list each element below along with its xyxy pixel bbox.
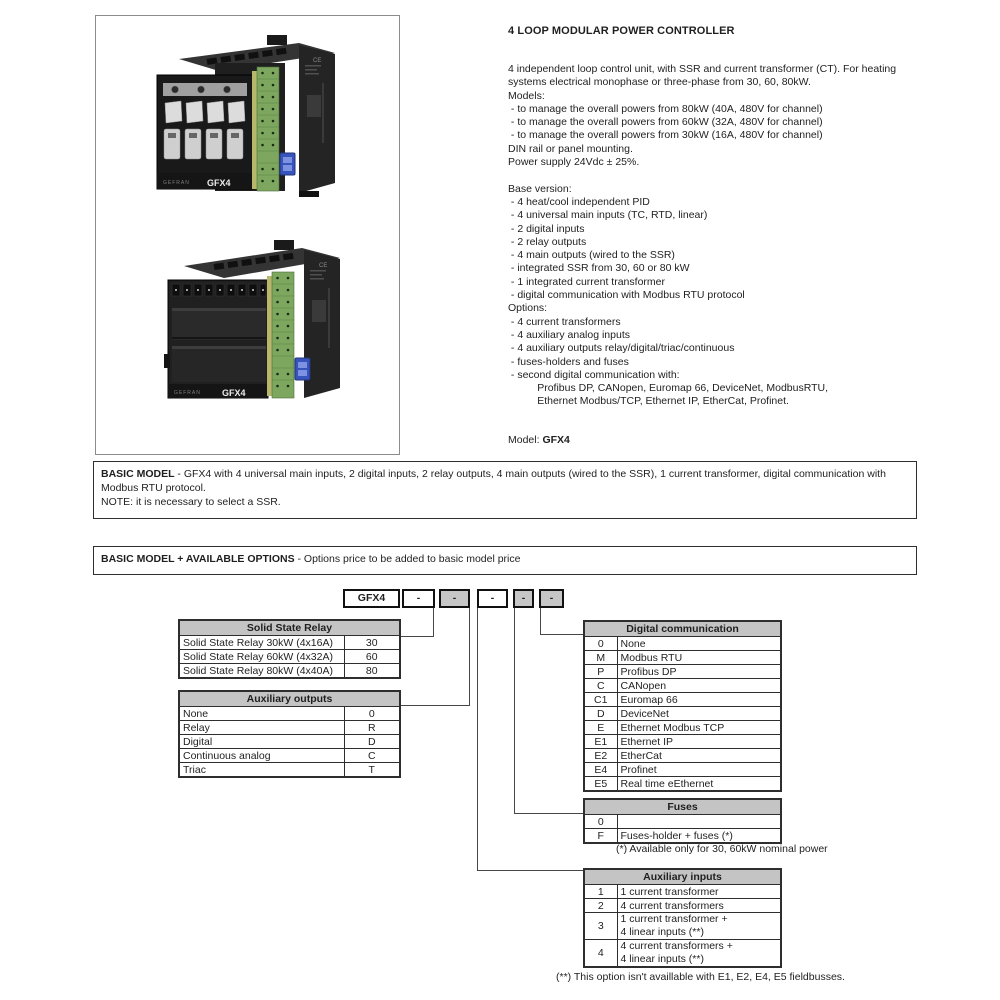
- option-label: Profinet: [617, 763, 781, 777]
- connector-aux-outputs: [469, 608, 470, 705]
- connector-ssr: [433, 608, 434, 636]
- table-row: [584, 913, 781, 940]
- option-label: 4 current transformers: [617, 899, 781, 913]
- product-image-frame: [95, 15, 400, 455]
- digital-communication-table: [583, 620, 782, 792]
- auxiliary-inputs-table: [583, 868, 782, 968]
- model-value: GFX4: [542, 434, 570, 446]
- model-label: GFX4: [207, 178, 231, 188]
- basic-model-heading: BASIC MODEL: [101, 468, 175, 480]
- connector-aux-inputs: [477, 608, 478, 870]
- ordering-code-slot-ssr: -: [402, 589, 435, 608]
- ordering-code-slot-aux-outputs: -: [439, 589, 470, 608]
- ordering-code-slot-aux-inputs: -: [477, 589, 508, 608]
- table-row: [584, 637, 781, 651]
- option-label: EtherCat: [617, 749, 781, 763]
- product-photo-top: [149, 33, 344, 208]
- table-row: [179, 650, 400, 664]
- option-code: E1: [584, 735, 617, 749]
- option-code: C: [584, 679, 617, 693]
- table-row: [584, 679, 781, 693]
- brand-label: GEFRAN: [163, 180, 190, 186]
- option-label: [617, 815, 781, 829]
- page-title: 4 LOOP MODULAR POWER CONTROLLER: [508, 25, 735, 37]
- option-label: Solid State Relay 80kW (4x40A): [179, 664, 344, 679]
- table-row: [179, 636, 400, 650]
- table-row: [179, 749, 400, 763]
- option-code: C1: [584, 693, 617, 707]
- option-label: Fuses-holder + fuses (*): [617, 829, 781, 844]
- connector-ssr: [399, 636, 434, 637]
- ordering-code-slot-digital-comm: -: [539, 589, 564, 608]
- connector-fuses: [514, 813, 583, 814]
- option-code: 30: [344, 636, 400, 650]
- option-code: E: [584, 721, 617, 735]
- option-label: Triac: [179, 763, 344, 778]
- option-label: 1 current transformer + 4 linear inputs (**): [617, 913, 781, 940]
- option-code: D: [344, 735, 400, 749]
- option-code: 0: [584, 815, 617, 829]
- basic-model-box: [93, 461, 917, 519]
- option-label: Real time eEthernet: [617, 777, 781, 792]
- option-code: 4: [584, 940, 617, 968]
- table-row: [179, 735, 400, 749]
- table-row: [584, 735, 781, 749]
- table-row: [584, 665, 781, 679]
- option-code: E5: [584, 777, 617, 792]
- connector-digital-comm: [540, 608, 541, 634]
- table-row: [584, 777, 781, 792]
- model-label: GFX4: [222, 388, 246, 398]
- option-label: Ethernet Modbus TCP: [617, 721, 781, 735]
- option-label: Euromap 66: [617, 693, 781, 707]
- table-row: [584, 940, 781, 968]
- table-row: [584, 707, 781, 721]
- option-code: 60: [344, 650, 400, 664]
- svg-text:CE: CE: [319, 263, 328, 269]
- table-title: Solid State Relay: [179, 620, 400, 636]
- option-label: Digital: [179, 735, 344, 749]
- option-code: D: [584, 707, 617, 721]
- model-label: Model:: [508, 434, 543, 446]
- option-code: 1: [584, 885, 617, 899]
- option-label: CANopen: [617, 679, 781, 693]
- option-code: P: [584, 665, 617, 679]
- ordering-code-model-box: GFX4: [343, 589, 400, 608]
- option-code: R: [344, 721, 400, 735]
- basic-model-note: NOTE: it is necessary to select a SSR.: [101, 496, 281, 508]
- option-code: E4: [584, 763, 617, 777]
- table-row: [584, 763, 781, 777]
- option-label: None: [179, 707, 344, 721]
- table-row: [584, 899, 781, 913]
- auxiliary-outputs-table: [178, 690, 401, 778]
- connector-fuses: [514, 608, 515, 813]
- option-label: Ethernet IP: [617, 735, 781, 749]
- option-label: Modbus RTU: [617, 651, 781, 665]
- fuses-footnote: (*) Available only for 30, 60kW nominal power: [616, 843, 828, 855]
- option-code: 80: [344, 664, 400, 679]
- table-row: [584, 749, 781, 763]
- table-title: Auxiliary inputs: [584, 869, 781, 885]
- option-code: F: [584, 829, 617, 844]
- basic-model-text: BASIC MODEL - GFX4 with 4 universal main inputs, 2 digital inputs, 2 relay outputs, 4 main outputs (wired to the SSR), 1 current transformer, digital communication with Modbus RTU protocol.: [101, 468, 886, 494]
- connector-aux-outputs: [399, 705, 470, 706]
- table-row: [584, 815, 781, 829]
- option-code: 0: [584, 637, 617, 651]
- connector-aux-inputs: [477, 870, 583, 871]
- table-title: Fuses: [584, 799, 781, 815]
- option-code: 2: [584, 899, 617, 913]
- table-row: [179, 721, 400, 735]
- table-row: [584, 885, 781, 899]
- option-label: Continuous analog: [179, 749, 344, 763]
- option-code: M: [584, 651, 617, 665]
- brand-label: GEFRAN: [174, 390, 201, 396]
- option-label: Relay: [179, 721, 344, 735]
- option-label: Solid State Relay 60kW (4x32A): [179, 650, 344, 664]
- model-line: [508, 434, 570, 446]
- product-photo-bottom: [162, 236, 347, 411]
- svg-text:CE: CE: [313, 58, 322, 64]
- table-row: [179, 763, 400, 778]
- options-banner: BASIC MODEL + AVAILABLE OPTIONS - Options price to be added to basic model price: [93, 546, 917, 575]
- table-row: [179, 707, 400, 721]
- option-label: 4 current transformers + 4 linear inputs (**): [617, 940, 781, 968]
- option-label: 1 current transformer: [617, 885, 781, 899]
- ordering-code-slot-fuses: -: [513, 589, 534, 608]
- option-code: 3: [584, 913, 617, 940]
- options-banner-heading: BASIC MODEL + AVAILABLE OPTIONS: [101, 553, 295, 565]
- connector-digital-comm: [540, 634, 583, 635]
- option-label: DeviceNet: [617, 707, 781, 721]
- table-title: Auxiliary outputs: [179, 691, 400, 707]
- option-label: Profibus DP: [617, 665, 781, 679]
- fuses-table: [583, 798, 782, 844]
- table-row: [584, 693, 781, 707]
- solid-state-relay-table: [178, 619, 401, 679]
- table-row: [584, 721, 781, 735]
- option-code: E2: [584, 749, 617, 763]
- option-code: T: [344, 763, 400, 778]
- option-label: Solid State Relay 30kW (4x16A): [179, 636, 344, 650]
- aux-inputs-footnote: (**) This option isn't availlable with E1, E2, E4, E5 fieldbusses.: [556, 971, 845, 983]
- product-description: 4 independent loop control unit, with SSR and current transformer (CT). For heating systems electrical monophase or three-phase from 30, 60, 80kW. Models: - to manage the overall powers from 80kW (40A, 480V for channel) - to manage the overall powers from 60kW (32A, 480V for channel) - to manage the overall powers from 30kW (16A, 480V for channel) DIN rail or panel mounting. Power supply 24Vdc ± 25%. Base version: - 4 heat/cool independent PID - 4 universal main inputs (TC, RTD, linear) - 2 digital inputs - 2 relay outputs - 4 main outputs (wired to the SSR) - integrated SSR from 30, 60 or 80 kW - 1 integrated current transformer - digital communication with Modbus RTU protocol Options: - 4 current transformers - 4 auxiliary analog inputs - 4 auxiliary outputs relay/digital/triac/continuous - fuses-holders and fuses - second digital communication with: Profibus DP, CANopen, Euromap 66, DeviceNet, ModbusRTU, Ethernet Modbus/TCP, Ethernet IP, EtherCat, Profinet.: [508, 63, 897, 408]
- table-row: [584, 829, 781, 844]
- option-code: C: [344, 749, 400, 763]
- table-row: [179, 664, 400, 679]
- table-title: Digital communication: [584, 621, 781, 637]
- option-label: None: [617, 637, 781, 651]
- option-code: 0: [344, 707, 400, 721]
- table-row: [584, 651, 781, 665]
